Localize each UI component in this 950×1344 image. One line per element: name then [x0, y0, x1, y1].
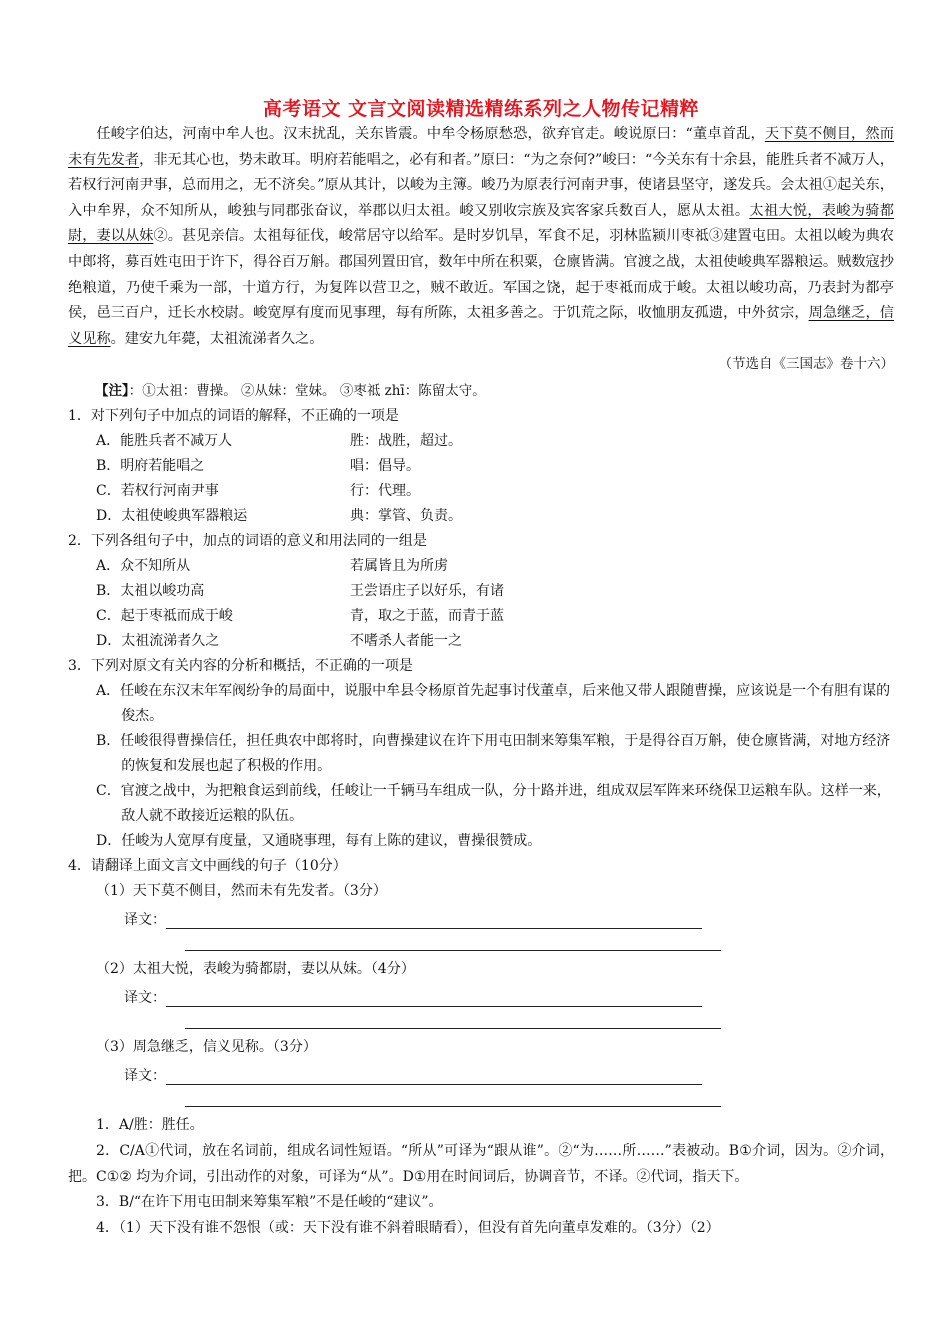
translation-line: [68, 1060, 894, 1085]
question-2-option-a: [68, 554, 894, 579]
passage-source: （节选自《三国志》卷十六）: [718, 356, 894, 373]
document-title: 高考语文 文言文阅读精选精练系列之人物传记精粹: [262, 98, 700, 120]
option-explanation: 典：掌管、负责。: [350, 508, 462, 525]
answer-2: 2．C/A①代词，放在名词前，组成名词性短语。“所从”可译为“跟从谁”。②“为……所……”表被动。B①介词，因为。②介词，把。C①② 均为介词，引出动作的对象，可译为“从”。D①用在时间词后，协调音节，不译。②代词，指天下。: [68, 1142, 894, 1185]
question-1-option-d: [68, 504, 894, 529]
option-compare: 青，取之于蓝，而青于蓝: [350, 608, 504, 625]
question-3-option-a: A．任峻在东汉末年军阀纷争的局面中，说服中牟县令杨原首先起事讨伐董卓，后来他又带人跟随曹操，应该说是一个有胆有谋的俊杰。: [96, 683, 891, 725]
option-sentence: B．太祖以峻功高: [96, 583, 205, 600]
question-3-options: [68, 679, 894, 854]
option-compare: 王尝语庄子以好乐，有诸: [350, 583, 504, 600]
underlined-sentence-1: 天下莫不侧目，然而未有先发者: [68, 126, 894, 168]
document-page: [68, 96, 894, 1241]
translation-line-2: [68, 929, 894, 951]
option-sentence: C．起于枣祗而成于峻: [96, 608, 233, 625]
question-1-option-a: [68, 429, 894, 454]
answer-3: 3．B/“在许下用屯田制来筹集军粮”不是任峻的“建议”。: [96, 1194, 443, 1211]
note-label: 【注】: [95, 383, 129, 400]
option-explanation: 胜：战胜，超过。: [350, 433, 462, 450]
option-sentence: A．能胜兵者不减万人: [96, 433, 233, 450]
passage-paragraph: [68, 122, 894, 352]
question-4-stem: 4．请翻译上面文言文中画线的句子（10分）: [68, 858, 347, 875]
passage-text-1: 任峻字伯达，河南中牟人也。汉末扰乱，关东皆震。中牟令杨原愁恐，欲弃官走。峻说原曰：“董卓首乱，: [96, 126, 765, 142]
option-sentence: B．明府若能唱之: [96, 458, 205, 475]
translation-label: 译文：: [124, 990, 166, 1007]
underlined-sentence-2: 太祖大悦，表峻为骑都尉，妻以从妹: [68, 202, 894, 245]
question-1-option-b: [68, 454, 894, 479]
option-sentence: C．若权行河南尹事: [96, 483, 219, 500]
translation-line-2: [68, 1085, 894, 1107]
question-3-option-b: B．任峻很得曹操信任，担任典农中郎将时，向曹操建议在许下用屯田制来筹集军粮，于是得谷百万斛，使仓廪皆满，对地方经济的恢复和发展也起了积极的作用。: [96, 733, 891, 775]
translation-item-1: （1）天下莫不侧目，然而未有先发者。（3分）: [96, 883, 387, 900]
translation-label: 译文：: [124, 912, 166, 929]
translation-item-3: （3）周急继乏，信义见称。（3分）: [96, 1039, 317, 1056]
question-3-option-d: D．任峻为人宽厚有度量，又通晓事理，每有上陈的建议，曹操很赞成。: [96, 833, 542, 850]
answer-blank[interactable]: [166, 987, 702, 1007]
option-sentence: A．众不知所从: [96, 558, 191, 575]
passage-text-2: ，非无其心也，势未敢耳。明府若能唱之，必有和者。”原曰：“为之奈何?”峻曰：“今关东有十余县，能胜兵者不减万人，若权行河南尹事，总而用之，无不济矣。”原从其计，以峻为主簿。峻乃为原表行河南尹事，使诸县坚守，遂发兵。会太祖①起关东，入中牟界，众不知所从，峻独与同郡张奋议，举郡以归太祖。峻又别收宗族及宾客家兵数百人，愿从太祖。: [68, 151, 894, 219]
answer-4: 4．（1）天下没有谁不怨恨（或：天下没有谁不斜着眼睛看），但没有首先向董卓发难的。（3分）（2）: [96, 1219, 720, 1236]
translation-label: 译文：: [124, 1068, 166, 1085]
answer-blank[interactable]: [185, 1016, 721, 1029]
question-3-stem: 3．下列对原文有关内容的分析和概括，不正确的一项是: [68, 658, 413, 675]
passage-text-4: 。建安九年薨，太祖流涕者久之。: [110, 330, 324, 347]
passage-text-3: ②。甚见亲信。太祖每征伐，峻常居守以给军。是时岁饥旱，军食不足，羽林监颍川枣祗③建置屯田。太祖以峻为典农中郎将，募百姓屯田于许下，得谷百万斛。郡国列置田官，数年中所在积粟，仓廪皆满。官渡之战，太祖使峻典军器粮运。贼数寇抄绝粮道，乃使千乘为一部，十道方行，为复阵以营卫之，贼不敢近。军国之饶，起于枣祗而成于峻。太祖以峻功高，乃表封为都亭侯，邑三百户，迁长水校尉。峻宽厚有度而见事理，每有所陈，太祖多善之。于饥荒之际，收恤朋友孤遗，中外贫宗，: [68, 228, 894, 322]
answer-1: 1．A/胜：胜任。: [96, 1117, 204, 1134]
translation-line-2: [68, 1007, 894, 1029]
question-1-option-c: [68, 479, 894, 504]
answer-blank[interactable]: [166, 909, 702, 929]
question-3-option-c: C．官渡之战中，为把粮食运到前线，任峻让一千辆马车组成一队，分十路并进，组成双层军阵来环绕保卫运粮车队。这样一来，敌人就不敢接近运粮的队伍。: [96, 783, 891, 825]
translation-line: [68, 904, 894, 929]
option-explanation: 唱：倡导。: [350, 458, 420, 475]
underlined-sentence-3: 周急继乏，信义见称: [68, 305, 894, 347]
translation-line: [68, 982, 894, 1007]
option-compare: 若属皆且为所虏: [350, 558, 448, 575]
passage: [68, 122, 894, 377]
note-text: ：①太祖：曹操。 ②从妹：堂妹。 ③枣祗 zhī：陈留太守。: [128, 383, 486, 400]
question-2-stem: 2．下列各组句子中，加点的词语的意义和用法同的一组是: [68, 533, 427, 550]
question-2-option-b: [68, 579, 894, 604]
question-2-option-d: [68, 629, 894, 654]
option-sentence: D．太祖使峻典军器粮运: [96, 508, 248, 525]
option-compare: 不嗜杀人者能一之: [350, 633, 462, 650]
question-2-option-c: [68, 604, 894, 629]
option-explanation: 行：代理。: [350, 483, 420, 500]
question-1-stem: 1．对下列句子中加点的词语的解释，不正确的一项是: [68, 408, 399, 425]
answer-blank[interactable]: [166, 1065, 702, 1085]
annotation-note: [68, 379, 894, 404]
answer-blank[interactable]: [185, 1094, 721, 1107]
answer-blank[interactable]: [185, 938, 721, 951]
option-sentence: D．太祖流涕者久之: [96, 633, 220, 650]
translation-item-2: （2）太祖大悦，表峻为骑都尉，妻以从妹。（4分）: [96, 961, 415, 978]
